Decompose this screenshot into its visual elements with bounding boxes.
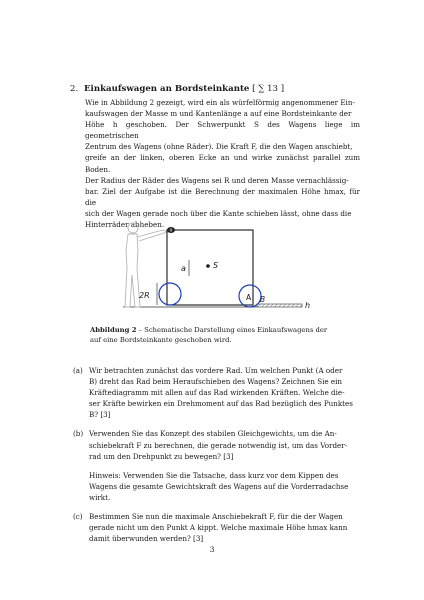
intro-line: Höhe h geschoben. Der Schwerpunkt S des Wagens liege im geometrischen [85,120,360,141]
cart-figure [115,220,315,324]
intro-line: bar. Ziel der Aufgabe ist die Berechnung der maximalen Höhe hmax, für die [85,186,360,207]
hint-line: wirkt. [89,492,111,502]
question-text [89,428,363,461]
cart-body [167,230,253,305]
caption-label: Abbildung 2 [90,326,137,334]
question-label: (a) [73,366,83,375]
intro-line: Hinterräder abheben. [85,220,165,230]
cart-diagram [115,220,315,324]
question-line: Verwenden Sie das Konzept des stabilen Gleichgewichts, um die An- [89,429,337,439]
question-body [89,428,363,503]
intro-line: Der Radius der Räder des Wagens sei R und deren Masse vernachlässig- [85,175,349,185]
page-number: 3 [209,545,215,554]
problem-number: 2. [70,84,79,94]
problem-heading [70,84,370,95]
question-line: Bestimmen Sie nun die maximale Anschiebekraft F, für die der Wagen [89,512,343,522]
intro-line: kaufswagen der Masse m und Kantenlänge a auf eine Bordsteinkante der [85,109,352,119]
question-line: gerade nicht um den Punkt A kippt. Welche maximale Höhe hmax kann [89,523,348,533]
question-line: damit überwunden werden? [3] [89,534,204,544]
question-b [73,428,363,503]
point-A-label: A [246,293,252,302]
hint-line: Hinweis: Verwenden Sie die Tatsache, dass kurz vor dem Kippen des [89,470,339,480]
point-B-label: B [260,295,266,304]
question-a [73,365,363,420]
question-label: (c) [73,512,83,522]
caption-dash: – [136,326,145,334]
rear-wheel [159,283,181,305]
edge-a-label: a [181,264,186,273]
curb [257,304,302,307]
problem-title: Einkaufswagen an Bordsteinkante [84,84,250,94]
question-line: rad um den Drehpunkt zu bewegen? [3] [89,451,234,461]
question-line: ser Kräfte bewirken ein Drehmoment auf das Rad bezüglich des Punktes [89,399,353,409]
hint-line: Wagens die gesamte Gewichtskraft des Wagens auf die Vorderradachse [89,481,349,491]
question-body [89,511,363,544]
center-of-mass-label: S [213,261,219,270]
intro-line: greife an der linken, oberen Ecke an und wirke zunächst parallel zum Boden. [85,153,360,174]
figure-caption [90,326,362,345]
points-tag: [ ∑ 13 ] [252,84,285,94]
question-line: Wir betrachten zunächst das vordere Rad. Um welchen Punkt (A oder [89,366,343,375]
question-line: B? [3] [89,410,111,420]
question-line: B) dreht das Rad beim Heraufschieben des Wagens? Zeichnen Sie ein [89,377,342,387]
problem-intro [85,97,360,230]
question-hint [89,470,363,503]
question-c [73,511,363,544]
question-body [89,365,363,420]
intro-line: sich der Wagen gerade noch über die Kante schieben lässt, ohne dass die [85,208,352,218]
question-line: Kräftediagramm mit allen auf das Rad wirkenden Kräften. Welche die- [89,388,345,398]
question-line: schiebekraft F zu berechnen, die gerade notwendig ist, um das Vorder- [89,440,348,450]
wheel-diameter-label: 2R [139,291,150,300]
intro-line: Zentrum des Wagens (ohne Räder). Die Kraft F, die den Wagen anschiebt, [85,142,353,152]
question-list [73,365,363,552]
curb-height-label: h [305,301,311,310]
caption-line: auf eine Bordsteinkante geschoben wird. [90,335,232,344]
intro-line: Wie in Abbildung 2 gezeigt, wird ein als würfelförmig angenommener Ein- [85,98,355,107]
question-label: (b) [73,429,84,439]
caption-line: Schematische Darstellung eines Einkaufswagens der [144,326,328,334]
center-of-mass-point [206,264,210,268]
